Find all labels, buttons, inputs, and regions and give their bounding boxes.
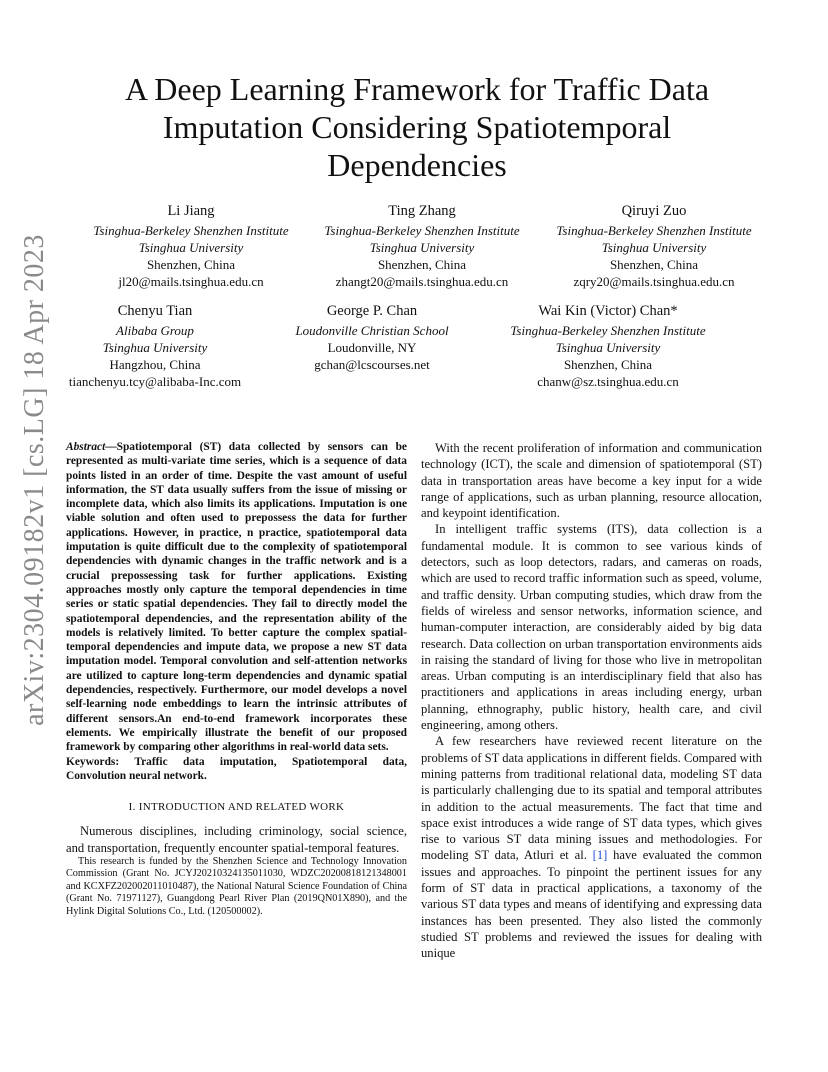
right-column bbox=[421, 440, 762, 962]
abstract bbox=[66, 440, 407, 755]
body-text: A few researchers have reviewed recent literature on the problems of ST data applications in different fields. Compared with mining patterns from traditional relational data, modeling ST data is particularly challenging due to its spatial and temporal attributes in addition to the actual measurements. The fact that time and space exist introduces a wide range of ST data types, which gives rise to various ST data mining issues and methodologies. For modeling ST data, Atluri et al. bbox=[421, 734, 762, 863]
author-affiliation: Tsinghua-Berkeley Shenzhen Institute bbox=[93, 223, 289, 238]
author-affiliation: Tsinghua-Berkeley Shenzhen Institute bbox=[324, 223, 520, 238]
author-name: George P. Chan bbox=[326, 303, 418, 319]
author-affiliation: Loudonville Christian School bbox=[295, 323, 449, 338]
author-university: Tsinghua University bbox=[138, 240, 244, 255]
author-location: Shenzhen, China bbox=[609, 257, 699, 272]
arxiv-sidebar-stamp bbox=[12, 160, 58, 800]
author-name: Li Jiang bbox=[167, 203, 215, 219]
body-paragraph: In intelligent traffic systems (ITS), data collection is a fundamental module. It is common to see various kinds of detectors, such as loop detectors, radars, and cameras on roads, which are used to record traffic information such as speed, volume, and traffic density. Urban computing studies, which draw from the fields of wireless and sensor networks, information science, and human-computer interaction, are considerably aided by big data research. Data collection on urban transportation environments aids in raising the standard of living for those who live in metropolitan areas. Urban computing is an interdisciplinary field that also has practitioners and applications in areas including energy, urban planning, ethnography, public history, health care, and civil engineering, among others. bbox=[421, 522, 762, 733]
author-location: Shenzhen, China bbox=[563, 357, 653, 372]
author-block bbox=[282, 303, 462, 373]
author-affiliation: Tsinghua-Berkeley Shenzhen Institute bbox=[510, 323, 706, 338]
intro-paragraph: Numerous disciplines, including criminology, social science, and transportation, frequently encounter spatial-temporal features. bbox=[66, 824, 407, 855]
arxiv-identifier: arXiv:2304.09182v1 [cs.LG] 18 Apr 2023 bbox=[19, 234, 51, 726]
author-email: zhangt20@mails.tsinghua.edu.cn bbox=[335, 274, 509, 289]
author-location: Loudonville, NY bbox=[327, 340, 417, 355]
author-university: Tsinghua University bbox=[555, 340, 661, 355]
body-paragraph: With the recent proliferation of information and communication technology (ICT), the scale and dimension of spatiotemporal (ST) data in transportation areas have become a key input for a wide range of applications, such as urban planning, resource allocation, and keypoint identification. bbox=[421, 441, 762, 521]
keywords: Keywords: Traffic data imputation, Spatiotemporal data, Convolution neural network. bbox=[66, 755, 407, 782]
author-email: jl20@mails.tsinghua.edu.cn bbox=[118, 274, 264, 289]
author-name: Chenyu Tian bbox=[117, 303, 193, 319]
citation-link[interactable]: [1] bbox=[592, 848, 608, 863]
author-affiliation: Tsinghua-Berkeley Shenzhen Institute bbox=[556, 223, 752, 238]
author-block bbox=[497, 303, 719, 390]
funding-footnote: This research is funded by the Shenzhen Science and Technology Innovation Commission (Grant No. JCYJ20210324135011030, WDZC20200818121348001 and KCXFZ202002011010487), the National Natural Science Foundation of China (Grant No. 71971127), Guangdong Pearl River Plan (2019QN01X890), and the Hylink Digital Solutions Co., Ltd. (120500002). bbox=[66, 856, 407, 917]
author-university: Tsinghua University bbox=[102, 340, 208, 355]
author-location: Shenzhen, China bbox=[146, 257, 236, 272]
author-email: tianchenyu.tcy@alibaba-Inc.com bbox=[68, 374, 242, 389]
abstract-text: —Spatiotemporal (ST) data collected by sensors can be represented as multi-variate time series, which is a sequence of data points listed in an order of time. Despite the vast amount of useful information, the ST data usually suffers from the issue of missing or incomplete data, which also limits its applications. Imputation is one viable solution and often used to prepossess the data for further applications. However, in practice, n practice, spatiotemporal data imputation is quite difficult due to the complexity of spatiotemporal dependencies with dynamic changes in the traffic network and is a crucial prepossessing task for further applications. Existing approaches mostly only capture the temporal dependencies in time series or static spatial dependencies. They fail to directly model the spatiotemporal dependencies, and the representation ability of the models is relatively limited. To better capture the complex spatial-temporal dependencies and impute data, we propose a new ST data imputation model. Temporal convolution and self-attention networks are utilized to capture long-term dependencies and dynamic spatial dependencies, respectively. Furthermore, our model develops a novel self-learning node embeddings to learn the intrinsic attributes of different sensors.An end-to-end framework incorporates these elements. We empirically illustrate the benefit of our proposed framework by comparing other algorithms in real-world data sets. bbox=[66, 441, 407, 754]
author-affiliation: Alibaba Group bbox=[116, 323, 194, 338]
author-email: zqry20@mails.tsinghua.edu.cn bbox=[573, 274, 735, 289]
author-location: Shenzhen, China bbox=[377, 257, 467, 272]
author-email: gchan@lcscourses.net bbox=[314, 357, 430, 372]
author-block bbox=[80, 203, 302, 290]
author-block bbox=[543, 203, 765, 290]
author-location: Hangzhou, China bbox=[109, 357, 201, 372]
author-block bbox=[60, 303, 250, 390]
author-name: Ting Zhang bbox=[388, 203, 456, 219]
body-text: have evaluated the common issues and approaches. To pinpoint the pertinent issues for any form of ST data in practical applications, a taxonomy of the various ST data types and means of identifying and expressing data instances has been presented. They also listed the commonly studied ST problems and reviewed the issues for dealing with unique bbox=[421, 848, 762, 961]
body-paragraph bbox=[421, 733, 762, 961]
author-block bbox=[311, 203, 533, 290]
abstract-label: Abstract bbox=[66, 441, 106, 453]
paper-title: A Deep Learning Framework for Traffic Data Imputation Considering Spatiotemporal Dependencies bbox=[124, 71, 710, 183]
author-university: Tsinghua University bbox=[369, 240, 475, 255]
section-heading: I. INTRODUCTION AND RELATED WORK bbox=[128, 801, 345, 814]
author-name: Qiruyi Zuo bbox=[621, 203, 687, 219]
author-name: Wai Kin (Victor) Chan* bbox=[538, 303, 678, 319]
left-column bbox=[66, 440, 407, 918]
author-university: Tsinghua University bbox=[601, 240, 707, 255]
author-email: chanw@sz.tsinghua.edu.cn bbox=[537, 374, 679, 389]
